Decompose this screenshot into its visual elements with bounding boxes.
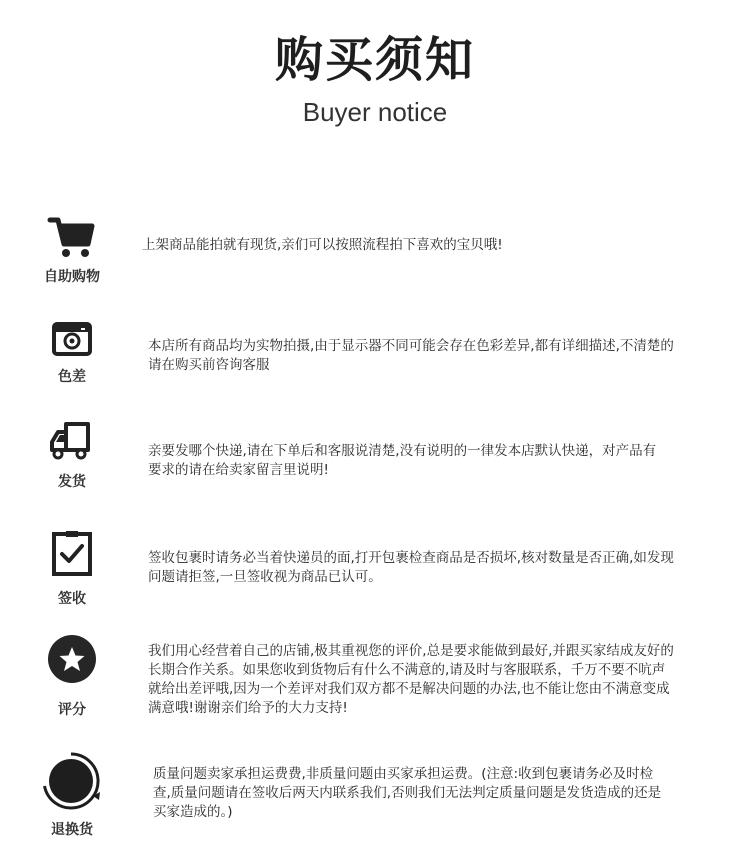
- notice-text: 签收包裹时请务必当着快递员的面,打开包裹检查商品是否损坏,核对数量是否正确,如发现 问题请拒签,一旦签收视为商品已认可。: [148, 550, 674, 585]
- page-subtitle: Buyer notice: [302, 97, 448, 127]
- notice-text: 本店所有商品均为实物拍摄,由于显示器不同可能会存在色彩差异,都有详细描述,不清楚的 请在购买前咨询客服: [148, 338, 674, 373]
- notice-label: 评分: [58, 702, 86, 718]
- clipboard-check-icon: [44, 528, 100, 584]
- page-title: 购买须知: [274, 32, 475, 88]
- star-badge-icon: [44, 633, 100, 689]
- notice-text: 质量问题卖家承担运费费,非质量问题由买家承担运费。(注意:收到包裹请务必及时检 查,质量问题请在签收后两天内联系我们,否则我们无法判定质量问题是发货造成的还是 买家造成的。): [153, 766, 662, 820]
- shopping-cart-icon: [44, 210, 100, 266]
- camera-icon: [44, 316, 100, 372]
- delivery-truck-icon: [44, 418, 100, 474]
- notice-label: 发货: [58, 474, 86, 490]
- refresh-circle-icon: [42, 752, 104, 814]
- notice-text: 我们用心经营着自己的店铺,极其重视您的评价,总是要求能做到最好,并跟买家结成友好的 长期合作关系。如果您收到货物后有什么不满意的,请及时与客服联系，千万不要不吭声 就给出差评哦,因为一个差评对我们双方都不是解决问题的办法,也不能让您由不满意变成 满意哦!谢谢亲们给予的大力支持!: [148, 643, 674, 716]
- notice-label: 自助购物: [44, 269, 100, 285]
- notice-label: 色差: [58, 369, 86, 385]
- notice-text: 亲要发哪个快递,请在下单后和客服说清楚,没有说明的一律发本店默认快递，对产品有 要求的请在给卖家留言里说明!: [148, 443, 657, 478]
- notice-label: 签收: [58, 591, 86, 607]
- notice-label: 退换货: [51, 822, 93, 838]
- notice-text: 上架商品能拍就有现货,亲们可以按照流程拍下喜欢的宝贝哦!: [142, 237, 503, 253]
